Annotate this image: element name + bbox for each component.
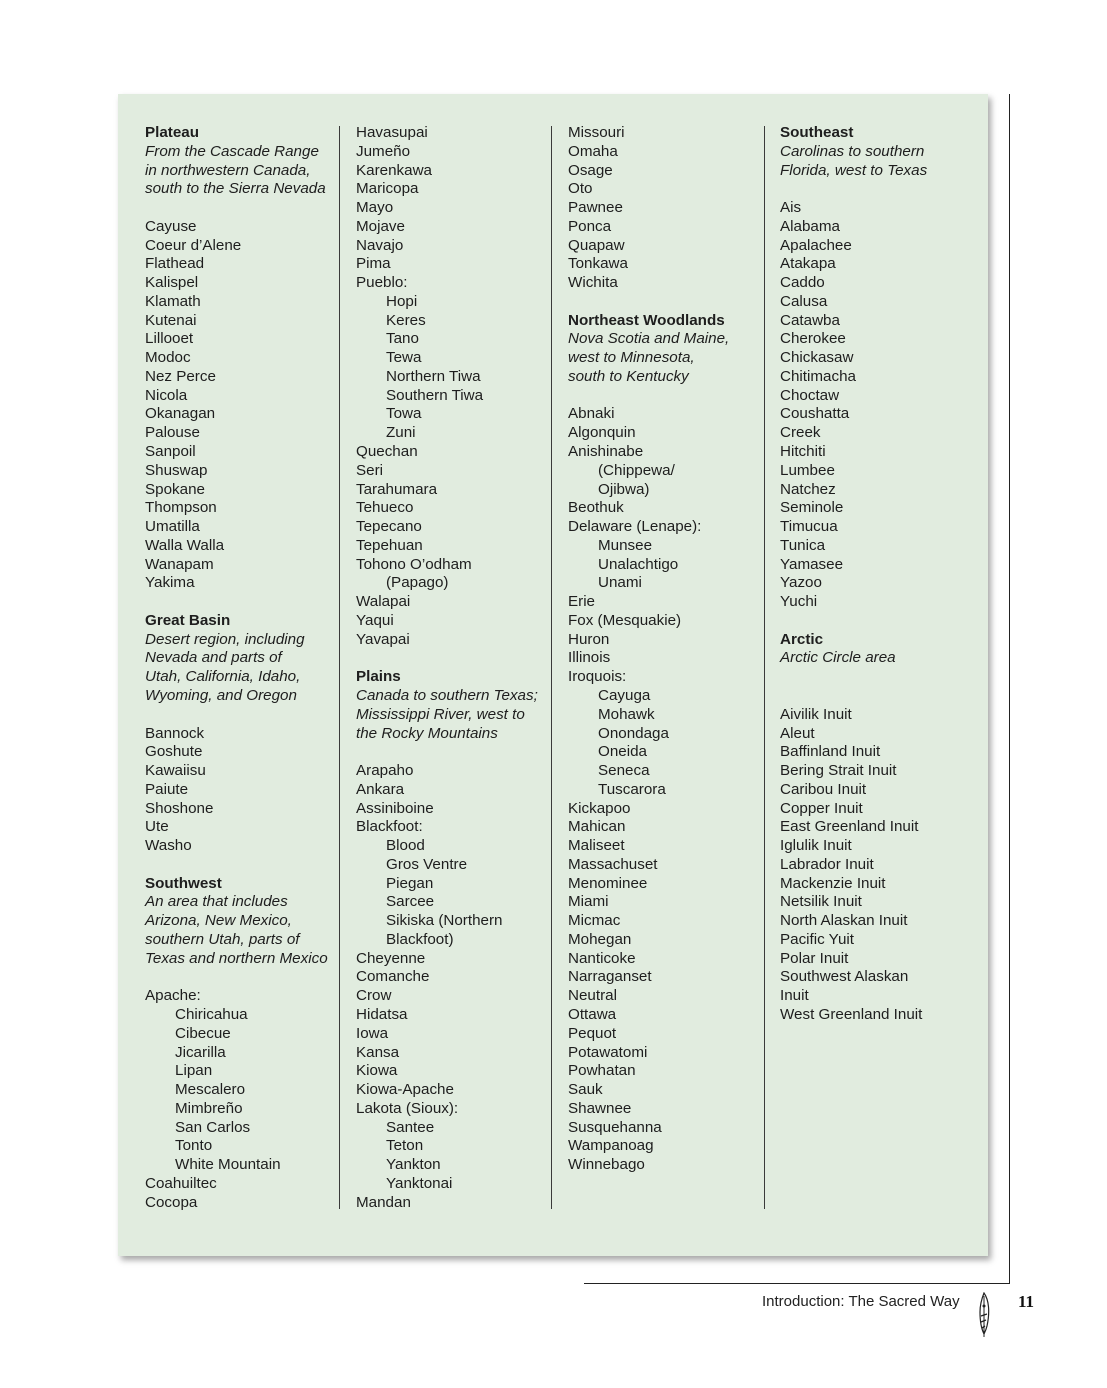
tribe-item: Cheyenne — [356, 949, 426, 967]
tribe-item: Pequot — [568, 1024, 617, 1042]
column-1 — [145, 124, 335, 1212]
sub-tribe-item: Seneca — [598, 762, 650, 780]
sub-tribe-item: Santee — [386, 1118, 435, 1136]
tribe-item: Maricopa — [356, 180, 419, 198]
tribe-item: Nanticoke — [568, 949, 636, 967]
tribe-item: Nez Perce — [145, 367, 216, 385]
sub-tribe-item: Unalachtigo — [598, 555, 679, 573]
sub-tribe-item: Hopi — [386, 292, 418, 310]
tribe-item: Yavapai — [356, 630, 410, 648]
spacer — [568, 293, 758, 312]
tribe-item: Walapai — [356, 593, 411, 611]
column-3 — [568, 124, 758, 1175]
tribe-item: Natchez — [780, 480, 836, 498]
tribe-item: Quapaw — [568, 236, 625, 254]
tribe-item: Mandan — [356, 1193, 411, 1211]
spacer — [145, 593, 335, 612]
spacer — [145, 856, 335, 875]
region-heading: Southeast — [780, 124, 854, 141]
tribe-item: Mahican — [568, 818, 626, 836]
tribe-item: Wichita — [568, 274, 618, 292]
region-description: An area that includes — [145, 893, 288, 911]
tribe-item: Shoshone — [145, 799, 214, 817]
sub-tribe-item: Tano — [386, 330, 419, 348]
tribe-item: Beothuk — [568, 499, 624, 517]
tribe-item: Copper Inuit — [780, 799, 863, 817]
tribe-item: Cocopa — [145, 1193, 198, 1211]
column-divider — [339, 126, 340, 1209]
tribe-item: Tohono O’odham — [356, 555, 472, 573]
tribe-item: Iglulik Inuit — [780, 837, 852, 855]
tribe-item: Oto — [568, 180, 593, 198]
sub-tribe-item: Piegan — [386, 874, 434, 892]
tribe-item: Ais — [780, 199, 802, 217]
tribe-item: Spokane — [145, 480, 205, 498]
tribe-item: Polar Inuit — [780, 949, 849, 967]
spacer — [145, 968, 335, 987]
tribe-item: Ute — [145, 818, 169, 836]
spacer — [780, 612, 980, 631]
tribe-item: Mackenzie Inuit — [780, 874, 886, 892]
tribe-item: Powhatan — [568, 1062, 636, 1080]
sub-tribe-item: Mimbreño — [175, 1099, 243, 1117]
tribe-item: Sanpoil — [145, 443, 196, 461]
sub-tribe-item: Mescalero — [175, 1081, 246, 1099]
tribe-item: Kalispel — [145, 274, 199, 292]
region-description: Utah, California, Idaho, — [145, 668, 301, 686]
region-description: Texas and northern Mexico — [145, 949, 328, 967]
tribe-item: Choctaw — [780, 386, 840, 404]
tribe-item: Tarahumara — [356, 480, 438, 498]
spacer — [145, 706, 335, 725]
region-description: in northwestern Canada, — [145, 161, 311, 179]
footer-rule — [584, 1283, 1010, 1284]
tribe-item: Southwest Alaskan — [780, 968, 909, 986]
tribe-item: Catawba — [780, 311, 840, 329]
tribe-item: Coushatta — [780, 405, 850, 423]
tribe-item: Wanapam — [145, 555, 214, 573]
region-description: Wyoming, and Oregon — [145, 686, 297, 704]
tribe-item: Iroquois: — [568, 668, 627, 686]
tribe-item: Umatilla — [145, 518, 200, 536]
tribe-item: Ottawa — [568, 1005, 617, 1023]
region-heading: Plateau — [145, 124, 200, 141]
tribe-item: Tonkawa — [568, 255, 628, 273]
tribe-item: Pacific Yuit — [780, 930, 855, 948]
tribe-item: West Greenland Inuit — [780, 1005, 923, 1023]
sub-tribe-item: Chiricahua — [175, 1005, 248, 1023]
region-heading: Arctic — [780, 630, 824, 648]
tribe-item: Okanagan — [145, 405, 216, 423]
sub-tribe-item: Blackfoot) — [386, 930, 454, 948]
tribe-item: Osage — [568, 161, 613, 179]
tribe-item: Coahuiltec — [145, 1174, 217, 1192]
running-title: Introduction: The Sacred Way — [762, 1293, 960, 1310]
tribe-item: Kutenai — [145, 311, 197, 329]
tribe-item: Chitimacha — [780, 367, 856, 385]
tribe-item: Bering Strait Inuit — [780, 762, 897, 780]
tribe-item: Navajo — [356, 236, 404, 254]
tribe-item: Arapaho — [356, 762, 414, 780]
sub-tribe-item: Gros Ventre — [386, 855, 468, 873]
page-frame-line — [1009, 94, 1010, 1284]
region-heading: Great Basin — [145, 611, 231, 629]
sub-tribe-item: Towa — [386, 405, 422, 423]
tribe-item: Apache: — [145, 987, 201, 1005]
tribe-item: Shuswap — [145, 461, 208, 479]
tribe-item: Yuchi — [780, 593, 818, 611]
tribe-item: Huron — [568, 630, 610, 648]
tribe-item: Winnebago — [568, 1156, 645, 1174]
region-description: Canada to southern Texas; — [356, 686, 538, 704]
column-4 — [780, 124, 980, 1025]
tribe-item: Mojave — [356, 217, 405, 235]
tribe-item: Kansa — [356, 1043, 400, 1061]
region-description: southern Utah, parts of — [145, 930, 300, 948]
tribe-item: Neutral — [568, 987, 617, 1005]
sub-tribe-item: Jicarilla — [175, 1043, 226, 1061]
tribe-item: Micmac — [568, 912, 621, 930]
column-divider — [551, 126, 552, 1209]
tribe-item: Fox (Mesquakie) — [568, 611, 682, 629]
tribe-item: Tehueco — [356, 499, 414, 517]
tribe-item: Kiowa-Apache — [356, 1081, 454, 1099]
tribe-item: Abnaki — [568, 405, 615, 423]
tribe-item: Thompson — [145, 499, 217, 517]
tribe-item: Massachuset — [568, 855, 658, 873]
tribe-item: Flathead — [145, 255, 205, 273]
region-description: south to the Sierra Nevada — [145, 180, 326, 198]
tribe-item: Maliseet — [568, 837, 625, 855]
tribe-item: Goshute — [145, 743, 203, 761]
tribe-item: Aleut — [780, 724, 815, 742]
tribe-item: Yamasee — [780, 555, 844, 573]
sub-tribe-item: Oneida — [598, 743, 647, 761]
tribe-item: Pueblo: — [356, 274, 408, 292]
spacer — [356, 649, 546, 668]
sub-tribe-item: Keres — [386, 311, 426, 329]
tribe-item: Erie — [568, 593, 596, 611]
tribe-item: Tepecano — [356, 518, 422, 536]
sub-tribe-item: Cibecue — [175, 1024, 231, 1042]
tribe-item: Caribou Inuit — [780, 780, 867, 798]
tribe-item: Algonquin — [568, 424, 636, 442]
sub-tribe-item: (Chippewa/ — [598, 461, 675, 479]
tribe-item: Chickasaw — [780, 349, 854, 367]
region-heading: Plains — [356, 668, 401, 686]
tribe-item: Missouri — [568, 124, 625, 141]
tribe-item: Kawaiisu — [145, 762, 206, 780]
tribe-item: Kickapoo — [568, 799, 631, 817]
tribe-item: Washo — [145, 837, 192, 855]
tribe-item: Crow — [356, 987, 392, 1005]
tribe-item: Quechan — [356, 443, 418, 461]
sub-tribe-item: Blood — [386, 837, 425, 855]
region-description: Mississippi River, west to — [356, 705, 525, 723]
sub-tribe-item: Tonto — [175, 1137, 213, 1155]
tribe-item: Coeur d’Alene — [145, 236, 242, 254]
tribe-item: Inuit — [780, 987, 809, 1005]
tribe-item: Labrador Inuit — [780, 855, 874, 873]
region-description: From the Cascade Range — [145, 142, 319, 160]
region-description: the Rocky Mountains — [356, 724, 498, 742]
spacer — [145, 199, 335, 218]
column-2 — [356, 124, 546, 1212]
tribe-item: Ankara — [356, 780, 405, 798]
tribe-item: Iowa — [356, 1024, 389, 1042]
spacer — [356, 743, 546, 762]
spacer — [568, 387, 758, 406]
sub-tribe-item: Sarcee — [386, 893, 435, 911]
region-heading: Northeast Woodlands — [568, 311, 725, 329]
tribe-item: Lillooet — [145, 330, 194, 348]
tribe-item: Klamath — [145, 292, 201, 310]
sub-tribe-item: Onondaga — [598, 724, 669, 742]
tribe-item: Miami — [568, 893, 609, 911]
tribe-item: Cherokee — [780, 330, 846, 348]
region-description: west to Minnesota, — [568, 349, 695, 367]
tribe-item: Karenkawa — [356, 161, 432, 179]
tribe-item: Atakapa — [780, 255, 836, 273]
tribe-item: Illinois — [568, 649, 611, 667]
tribe-item: Sauk — [568, 1081, 603, 1099]
sub-tribe-item: Munsee — [598, 536, 653, 554]
tribe-item: Pima — [356, 255, 391, 273]
sub-tribe-item: (Papago) — [386, 574, 449, 592]
sub-tribe-item: Southern Tiwa — [386, 386, 484, 404]
tribe-item: Blackfoot: — [356, 818, 423, 836]
tribe-item: Caddo — [780, 274, 825, 292]
tribe-item: Apalachee — [780, 236, 852, 254]
tribe-item: East Greenland Inuit — [780, 818, 919, 836]
tribe-item: Lakota (Sioux): — [356, 1099, 459, 1117]
tribe-item: Yazoo — [780, 574, 822, 592]
tribe-item: Menominee — [568, 874, 648, 892]
page-number: 11 — [1018, 1292, 1035, 1311]
region-description: Nevada and parts of — [145, 649, 282, 667]
tribe-item: Kiowa — [356, 1062, 398, 1080]
tribe-item: Havasupai — [356, 124, 428, 141]
tribe-item: Yakima — [145, 574, 195, 592]
sub-tribe-item: Unami — [598, 574, 642, 592]
tribe-item: Shawnee — [568, 1099, 632, 1117]
spacer — [780, 687, 980, 706]
region-heading: Southwest — [145, 874, 222, 892]
region-description: south to Kentucky — [568, 367, 689, 385]
tribe-item: Baffinland Inuit — [780, 743, 881, 761]
sub-tribe-item: Tewa — [386, 349, 422, 367]
sub-tribe-item: Mohawk — [598, 705, 655, 723]
tribe-item: Paiute — [145, 780, 189, 798]
sub-tribe-item: Teton — [386, 1137, 424, 1155]
tribe-item: Palouse — [145, 424, 200, 442]
sub-tribe-item: Yanktonai — [386, 1174, 453, 1192]
sub-tribe-item: Zuni — [386, 424, 416, 442]
region-description: Carolinas to southern — [780, 142, 925, 160]
tribe-item: Bannock — [145, 724, 205, 742]
tribe-item: North Alaskan Inuit — [780, 912, 908, 930]
sub-tribe-item: Ojibwa) — [598, 480, 650, 498]
tribe-item: Aivilik Inuit — [780, 705, 852, 723]
tribe-item: Timucua — [780, 518, 838, 536]
feather-icon — [976, 1292, 992, 1343]
region-description: Arizona, New Mexico, — [145, 912, 292, 930]
tribe-item: Mayo — [356, 199, 394, 217]
region-description: Desert region, including — [145, 630, 305, 648]
sub-tribe-item: Cayuga — [598, 686, 651, 704]
tribe-item: Anishinabe — [568, 443, 644, 461]
sub-tribe-item: Tuscarora — [598, 780, 666, 798]
column-divider — [764, 126, 765, 1209]
sub-tribe-item: Lipan — [175, 1062, 213, 1080]
region-description: Florida, west to Texas — [780, 161, 928, 179]
tribe-item: Cayuse — [145, 217, 197, 235]
tribe-item: Ponca — [568, 217, 612, 235]
tribe-item: Wampanoag — [568, 1137, 654, 1155]
tribe-item: Mohegan — [568, 930, 632, 948]
spacer — [780, 180, 980, 199]
tribe-item: Hidatsa — [356, 1005, 408, 1023]
tribe-item: Lumbee — [780, 461, 835, 479]
tribe-item: Comanche — [356, 968, 430, 986]
tribe-item: Hitchiti — [780, 443, 826, 461]
spacer — [780, 668, 980, 687]
tribe-item: Assiniboine — [356, 799, 434, 817]
sub-tribe-item: Yankton — [386, 1156, 441, 1174]
tribe-item: Calusa — [780, 292, 828, 310]
tribe-item: Susquehanna — [568, 1118, 662, 1136]
tribe-item: Potawatomi — [568, 1043, 648, 1061]
tribe-item: Narraganset — [568, 968, 652, 986]
tribe-item: Tunica — [780, 536, 826, 554]
tribe-item: Pawnee — [568, 199, 623, 217]
sub-tribe-item: White Mountain — [175, 1156, 281, 1174]
tribe-item: Yaqui — [356, 611, 394, 629]
sub-tribe-item: Northern Tiwa — [386, 367, 481, 385]
tribe-item: Netsilik Inuit — [780, 893, 862, 911]
sub-tribe-item: Sikiska (Northern — [386, 912, 503, 930]
tribe-item: Creek — [780, 424, 821, 442]
tribe-item: Walla Walla — [145, 536, 225, 554]
region-description: Nova Scotia and Maine, — [568, 330, 730, 348]
tribe-item: Seri — [356, 461, 384, 479]
tribe-item: Seminole — [780, 499, 844, 517]
region-description: Arctic Circle area — [780, 649, 896, 667]
sub-tribe-item: San Carlos — [175, 1118, 251, 1136]
tribe-item: Omaha — [568, 142, 618, 160]
tribe-item: Alabama — [780, 217, 840, 235]
tribe-item: Delaware (Lenape): — [568, 518, 702, 536]
tribe-item: Nicola — [145, 386, 188, 404]
tribe-item: Modoc — [145, 349, 191, 367]
tribe-item: Jumeño — [356, 142, 411, 160]
tribe-item: Tepehuan — [356, 536, 423, 554]
